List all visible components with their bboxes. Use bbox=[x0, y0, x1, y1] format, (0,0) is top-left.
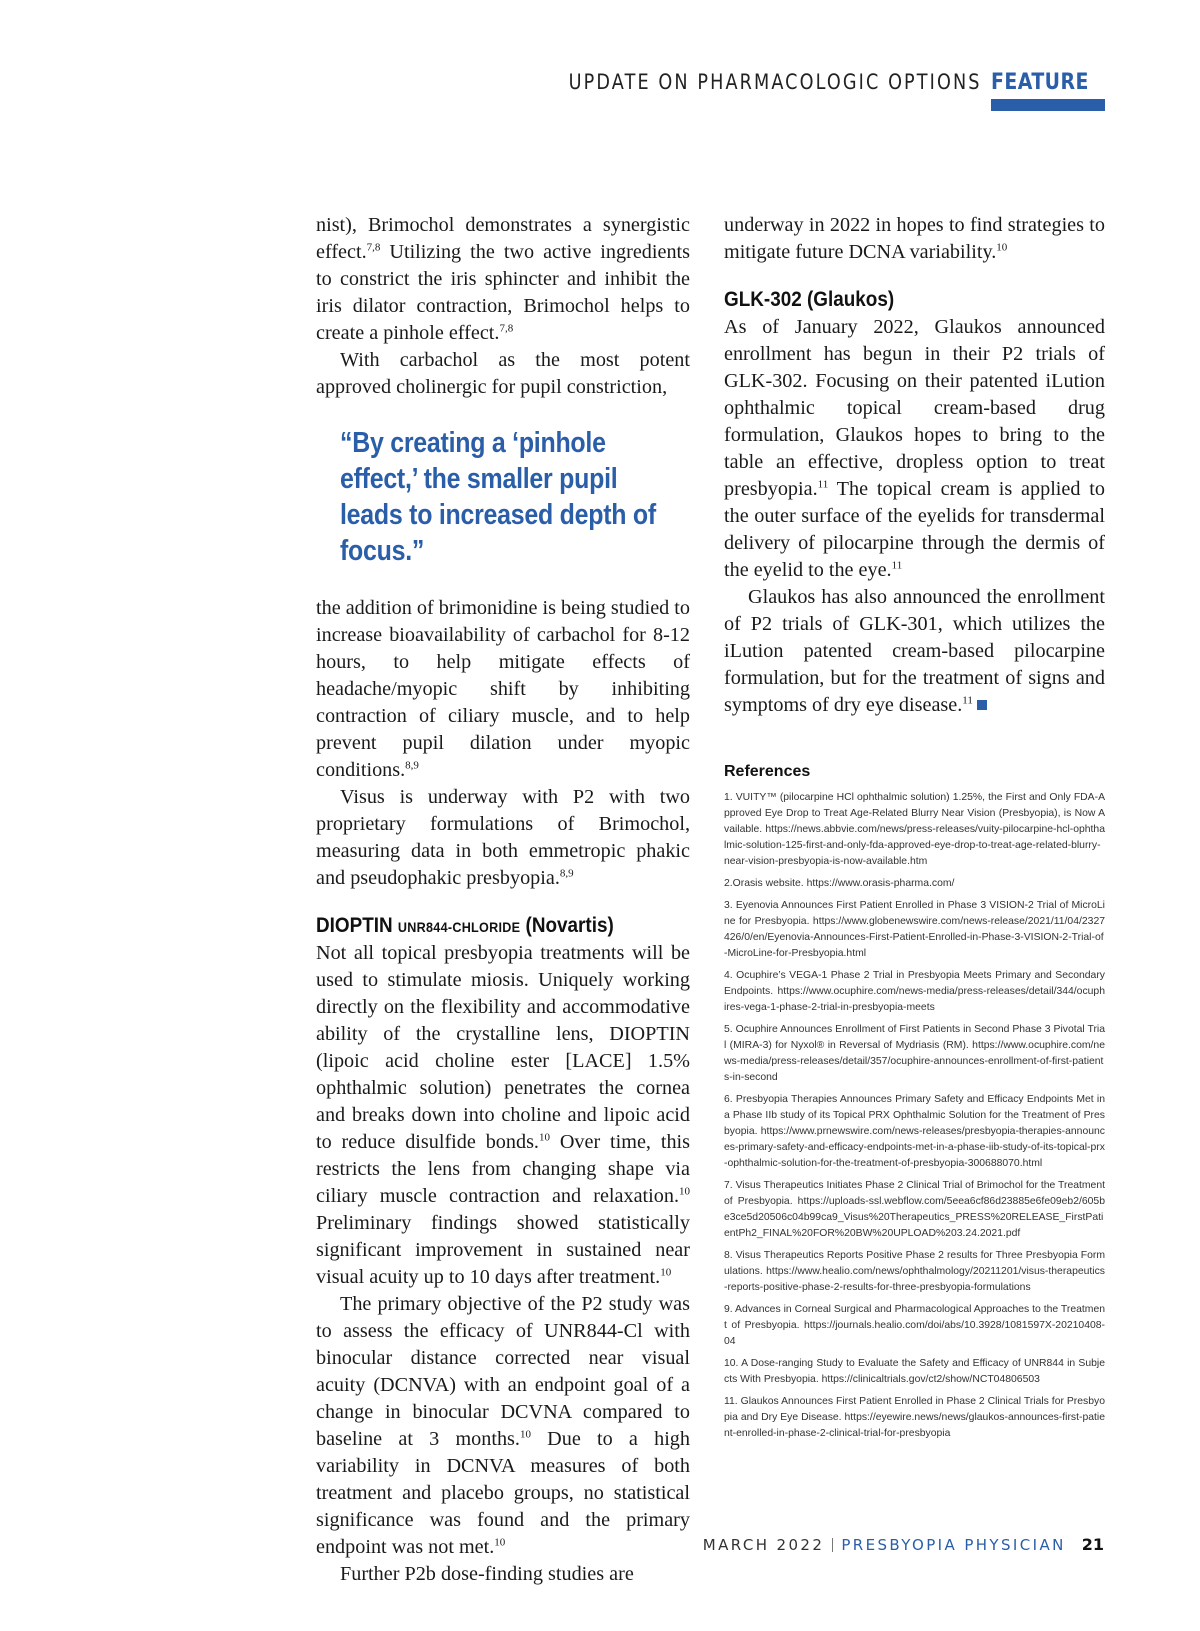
text: The topical cream is applied to the outer surface of the eyelids for transdermal delivery of pilocarpine through the dermis of the eyelid to the eye. bbox=[724, 478, 1105, 581]
footer-month: MARCH 2022 bbox=[702, 1535, 825, 1554]
text: underway in 2022 in hopes to find strategies to mitigate future DCNA variability. bbox=[724, 214, 1105, 263]
text: With carbachol as the most potent approved cholinergic for pupil constriction, bbox=[316, 349, 690, 398]
citation: 10 bbox=[679, 1185, 690, 1198]
reference-item: 5. Ocuphire Announces Enrollment of First Patients in Second Phase 3 Pivotal Trial (MIRA-3) for Nyxol® in Reversal of Mydriasis (RM). https://www.ocuphire.com/news-media/press-releases/detail/357/ocuphire-announces-enrollment-of-first-patients-in-second bbox=[724, 1024, 1105, 1083]
paragraph bbox=[724, 212, 1105, 266]
page-footer bbox=[703, 1535, 1104, 1554]
references-list bbox=[724, 790, 1105, 1442]
citation: 10 bbox=[538, 1131, 550, 1144]
text: Utilizing the two active ingredients to constrict the iris sphincter and inhibit the iris dilator contraction, Brimochol helps to create a pinhole effect. bbox=[316, 241, 690, 344]
feature-label-wrap bbox=[991, 70, 1105, 95]
text: nist), Brimochol demonstrates a synergistic effect. bbox=[316, 214, 690, 263]
paragraph bbox=[724, 314, 1105, 584]
paragraph bbox=[316, 212, 690, 347]
text: Glaukos has also announced the enrollment of P2 trials of GLK-301, which utilizes the iLution patented cream-based pilocarpine formulation, but for the treatment of signs and symptoms of dry eye disease. bbox=[724, 586, 1105, 716]
text: Due to a high variability in DCNVA measures of both treatment and placebo groups, no statistical significance was found and the primary endpoint was not met. bbox=[316, 1428, 690, 1558]
text: As of January 2022, Glaukos announced enrollment has begun in their P2 trials of GLK-302. Focusing on their patented iLution ophthalmic topical cream-based drug formulation, Glaukos hopes to bring to the table an effective, dropless option to treat presbyopia. bbox=[724, 316, 1105, 500]
citation: 10 bbox=[519, 1428, 531, 1441]
citation: 8,9 bbox=[559, 867, 574, 880]
text: Over time, this restricts the lens from changing shape via ciliary muscle contraction and relaxation. bbox=[316, 1131, 690, 1207]
text: Further P2b dose-finding studies are bbox=[340, 1563, 634, 1585]
paragraph bbox=[316, 940, 690, 1291]
text: The primary objective of the P2 study was to assess the efficacy of UNR844-Cl with binocular distance corrected near visual acuity (DCNVA) with an endpoint goal of a change in binocular DCVNA compared to baseline at 3 months. bbox=[316, 1293, 690, 1450]
paragraph bbox=[316, 784, 690, 892]
citation: 11 bbox=[891, 559, 903, 572]
text: the addition of brimonidine is being studied to increase bioavailability of carbachol for 8-12 hours, to help mitigate effects of headache/myopic shift by inhibiting contraction of ciliary muscle, and to help prevent pupil dilation under myopic conditions. bbox=[316, 597, 690, 781]
section-heading-dioptin bbox=[316, 914, 653, 938]
left-column bbox=[316, 212, 690, 1588]
text: Preliminary findings showed statistically significant improvement in sustained near visual acuity up to 10 days after treatment. bbox=[316, 1212, 690, 1288]
citation: 10 bbox=[494, 1536, 506, 1549]
reference-item: 11. Glaukos Announces First Patient Enrolled in Phase 2 Clinical Trials for Presbyopia and Dry Eye Disease. https://eyewire.news/news/glaukos-announces-first-patient-enrolled-in-phase-2-clinical-trial-for-presbyopia bbox=[724, 1396, 1105, 1439]
pull-quote: “By creating a ‘pinhole effect,’ the smaller pupil leads to increased depth of focus.” bbox=[340, 427, 656, 567]
citation: 8,9 bbox=[405, 759, 419, 772]
section-title: UPDATE ON PHARMACOLOGIC OPTIONS bbox=[568, 70, 982, 94]
citation: 11 bbox=[962, 694, 973, 707]
right-column bbox=[724, 212, 1105, 1448]
reference-item: 7. Visus Therapeutics Initiates Phase 2 Clinical Trial of Brimochol for the Treatment of Presbyopia. https://uploads-ssl.webflow.com/5eea6cf86d23885e6fe09eb2/605be3ce5d20506c04b99ca9_Visus%20Therapeutics_PRESS%20RELEASE_FirstPatientPh2_FINAL%20FOR%20BW%20UPLOAD%203.24.2021.pdf bbox=[724, 1180, 1105, 1239]
text: Not all topical presbyopia treatments will be used to stimulate miosis. Uniquely working directly on the flexibility and accommodative ability of the crystalline lens, DIOPTIN (lipoic acid choline ester [LACE] 1.5% ophthalmic solution) penetrates the cornea and breaks down into choline and lipoic acid to reduce disulfide bonds. bbox=[316, 942, 690, 1153]
reference-item: 3. Eyenovia Announces First Patient Enrolled in Phase 3 VISION-2 Trial of MicroLine for Presbyopia. https://www.globenewswire.com/news-release/2021/11/04/2327426/0/en/Eyenovia-Announces-First-Patient-Enrolled-in-Phase-3-VISION-2-Trial-of-MicroLine-for-Presbyopia.html bbox=[724, 900, 1105, 959]
paragraph bbox=[316, 347, 690, 401]
footer-divider bbox=[832, 1538, 833, 1552]
running-header bbox=[490, 70, 1105, 95]
paragraph bbox=[316, 1291, 690, 1561]
footer-publication: PRESBYOPIA PHYSICIAN bbox=[841, 1535, 1066, 1554]
heading-tail: (Novartis) bbox=[525, 914, 614, 937]
paragraph bbox=[724, 584, 1105, 719]
citation: 7,8 bbox=[366, 241, 381, 254]
end-mark bbox=[977, 700, 987, 710]
reference-item: 6. Presbyopia Therapies Announces Primary Safety and Efficacy Endpoints Met in a Phase IIb study of its Topical PRX Ophthalmic Solution for the Treatment of Presbyopia. https://www.prnewswire.com/news-releases/presbyopia-therapies-announces-primary-safety-and-efficacy-endpoints-met-in-a-phase-iib-study-of-its-topical-prx-ophthalmic-solution-for-the-treatment-of-presbyopia-300688070.html bbox=[724, 1094, 1105, 1169]
reference-item: 1. VUITY™ (pilocarpine HCl ophthalmic solution) 1.25%, the First and Only FDA-Approved Eye Drop to Treat Age-Related Blurry Near Vision (Presbyopia), is Now Available. https://news.abbvie.com/news/press-releases/vuity-pilocarpine-hcl-ophthalmic-solution-125-first-and-only-fda-approved-eye-drop-to-treat-age-related-blurry-near-vision-presbyopia-is-now-available.htm bbox=[724, 792, 1105, 867]
feature-label: FEATURE bbox=[991, 70, 1090, 95]
reference-item: 4. Ocuphire’s VEGA-1 Phase 2 Trial in Presbyopia Meets Primary and Secondary Endpoints. https://www.ocuphire.com/news-media/press-releases/detail/344/ocuphires-vega-1-phase-2-trial-in-presbyopia-meets bbox=[724, 970, 1105, 1013]
reference-item: 8. Visus Therapeutics Reports Positive Phase 2 results for Three Presbyopia Formulations. https://www.healio.com/news/ophthalmology/20211201/visus-therapeutics-reports-positive-phase-2-results-for-three-presbyopia-formulations bbox=[724, 1250, 1105, 1293]
paragraph bbox=[316, 1561, 690, 1588]
citation: 7,8 bbox=[499, 322, 514, 335]
text: Visus is underway with P2 with two proprietary formulations of Brimochol, measuring data in both emmetropic phakic and pseudophakic presbyopia. bbox=[316, 786, 690, 889]
citation: 10 bbox=[996, 241, 1008, 254]
page-number: 21 bbox=[1081, 1535, 1104, 1554]
reference-item: 2.Orasis website. https://www.orasis-pharma.com/ bbox=[724, 878, 955, 889]
reference-item: 9. Advances in Corneal Surgical and Pharmacological Approaches to the Treatment of Presbyopia. https://journals.healio.com/doi/abs/10.3928/1081597X-20210408-04 bbox=[724, 1304, 1105, 1347]
references-heading: References bbox=[724, 763, 811, 780]
heading-smallcaps: UNR844-CHLORIDE bbox=[397, 919, 521, 935]
heading-main: DIOPTIN bbox=[316, 914, 393, 937]
citation: 11 bbox=[817, 478, 829, 491]
feature-bar bbox=[991, 99, 1105, 111]
reference-item: 10. A Dose-ranging Study to Evaluate the Safety and Efficacy of UNR844 in Subjects With Presbyopia. https://clinicaltrials.gov/ct2/show/NCT04806503 bbox=[724, 1358, 1105, 1385]
paragraph bbox=[316, 595, 690, 784]
citation: 10 bbox=[660, 1266, 672, 1279]
section-heading-glk302: GLK-302 (Glaukos) bbox=[724, 288, 895, 311]
